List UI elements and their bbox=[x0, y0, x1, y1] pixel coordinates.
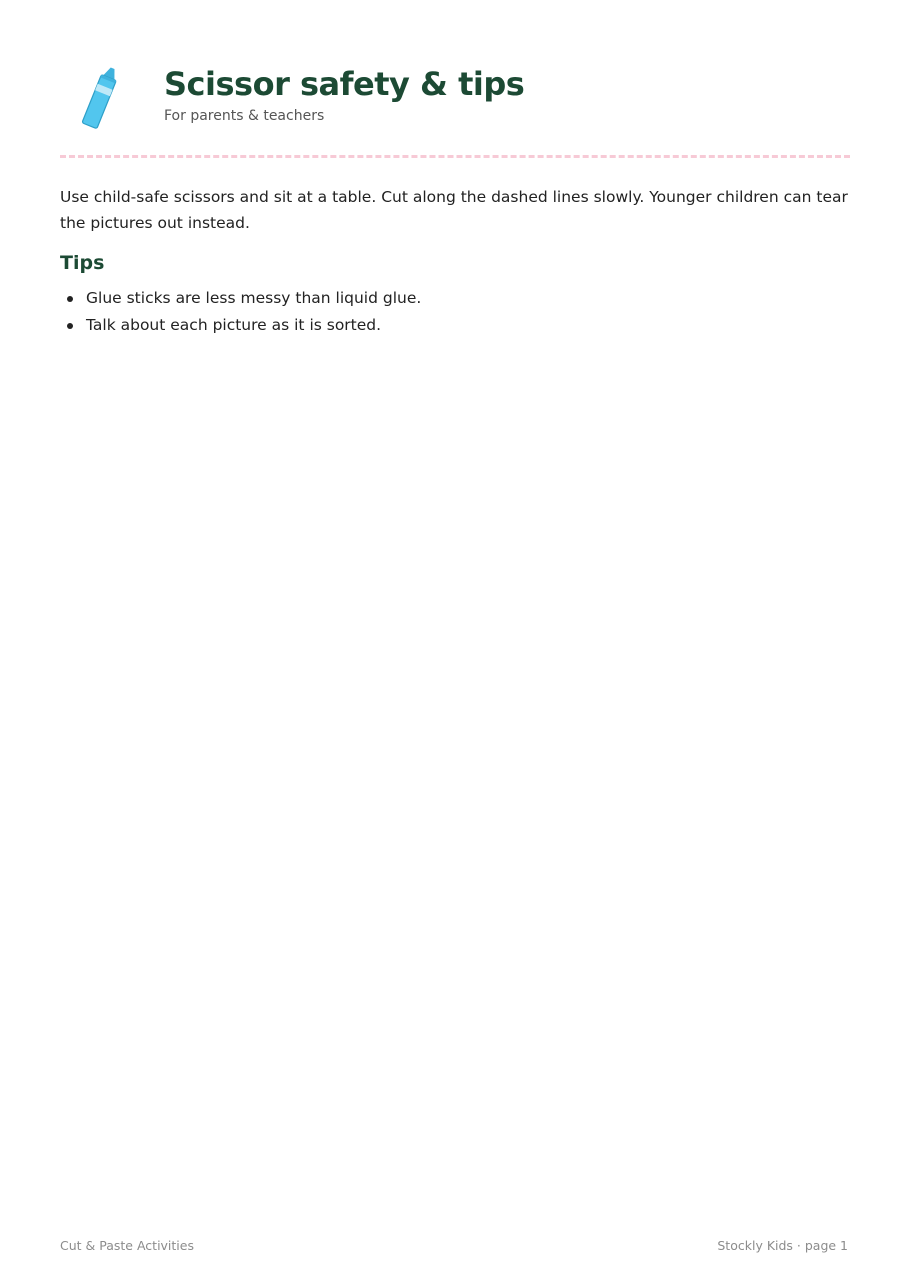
footer-collection-name: Cut & Paste Activities bbox=[60, 1238, 194, 1253]
dashed-divider bbox=[60, 155, 850, 158]
bullet-icon bbox=[67, 296, 73, 302]
bullet-icon bbox=[67, 323, 73, 329]
page-subtitle: For parents & teachers bbox=[164, 108, 325, 124]
page-header bbox=[60, 60, 850, 135]
footer-page-number: Stockly Kids · page 1 bbox=[717, 1238, 848, 1253]
intro-paragraph: Use child-safe scissors and sit at a table. Cut along the dashed lines slowly. Younger children can tear the pictures out instead. bbox=[60, 188, 848, 232]
tips-list bbox=[60, 285, 421, 339]
tip-text: Talk about each picture as it is sorted. bbox=[86, 316, 382, 334]
list-item bbox=[60, 312, 421, 339]
page-title: Scissor safety & tips bbox=[164, 65, 525, 103]
crayon-icon bbox=[76, 64, 126, 130]
tip-text: Glue sticks are less messy than liquid glue. bbox=[86, 289, 422, 307]
tips-heading: Tips bbox=[60, 252, 105, 274]
list-item bbox=[60, 285, 421, 312]
